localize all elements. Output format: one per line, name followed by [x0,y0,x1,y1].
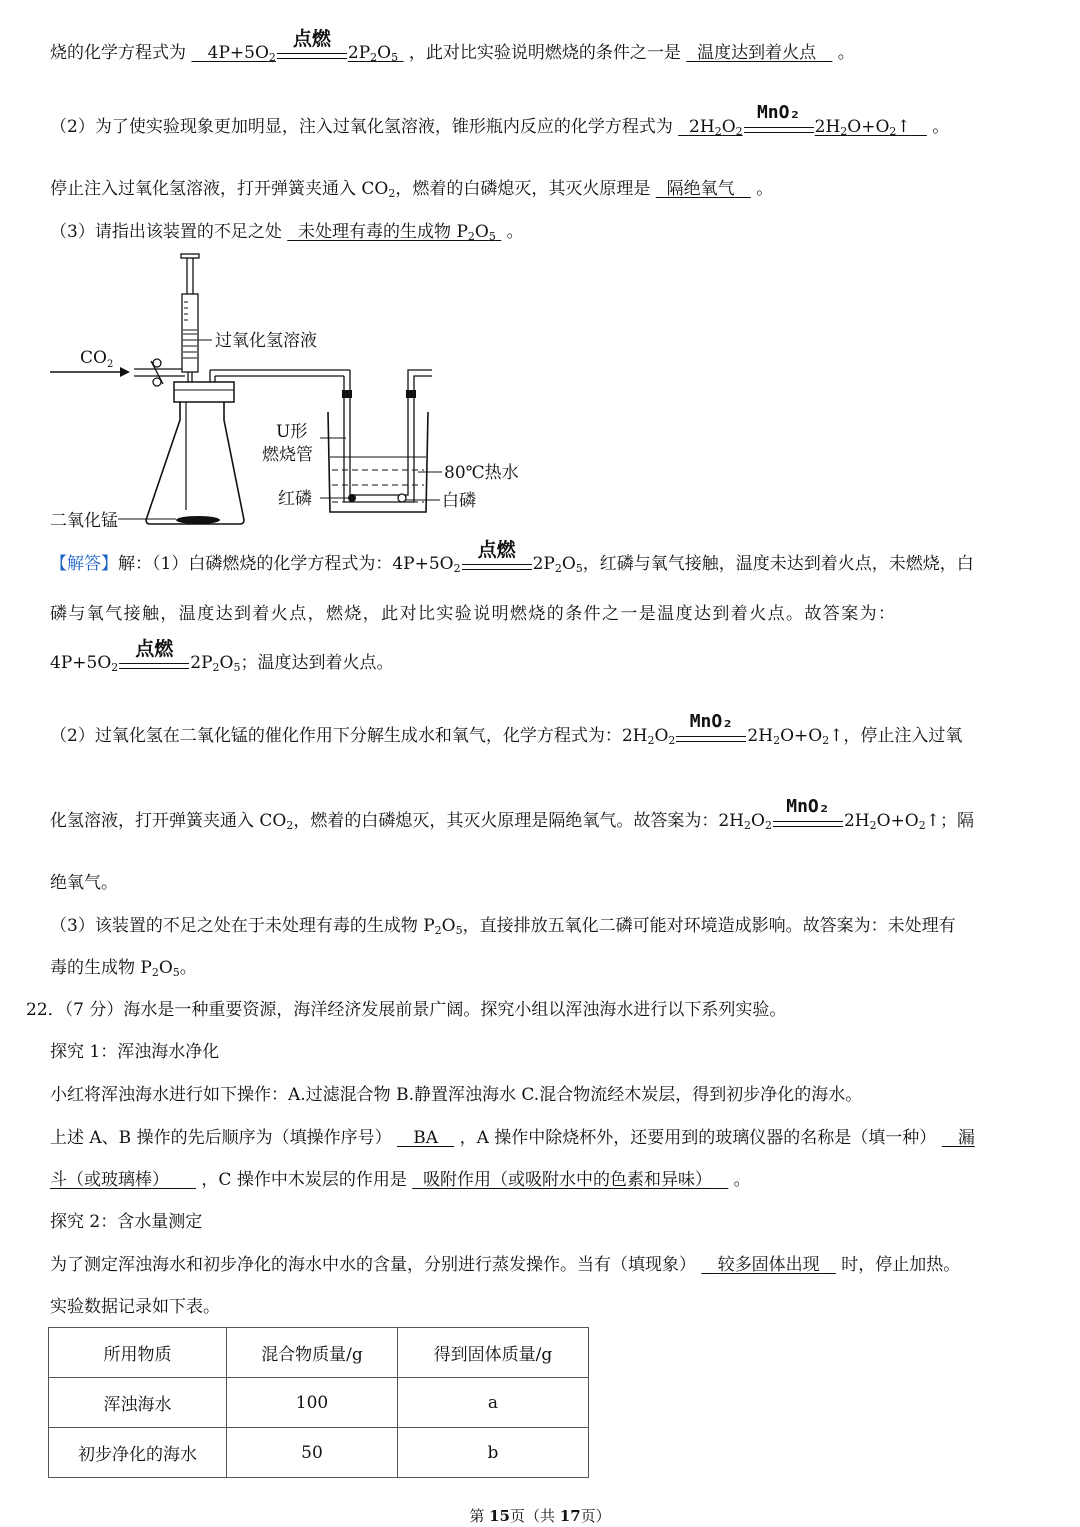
explore-2-text: 为了测定浑浊海水和初步净化的海水中水的含量，分别进行蒸发操作。当有（填现象） 较多固体出现 时，停止加热。 [50,1255,961,1275]
data-table [48,1327,589,1478]
table-header-cell: 混合物质量/g [227,1328,398,1378]
answer-deficiency: 未处理有毒的生成物 $P_2O_5$ [298,222,496,243]
white-phosphorus [398,494,406,502]
table-header-cell: 得到固体质量/g [398,1328,589,1378]
page-footer: 第 15页（共 17页） [469,1507,611,1525]
answer-stop-heating: 较多固体出现 [717,1255,820,1275]
explore-1-heading: 探究 1：浑浊海水净化 [50,1042,220,1062]
table-row [49,1428,589,1478]
solution-line-6: 绝氧气。 [50,873,118,893]
beaker [328,412,428,512]
svg-text:白磷: 白磷 [442,491,476,511]
rubber-stopper [174,382,234,402]
explore-2-table-intro: 实验数据记录如下表。 [50,1297,220,1317]
solution-line-4: （2）过氧化氢在二氧化锰的催化作用下分解生成水和氧气，化学方程式为：$2H_2O_2$ MnO₂ $2H_2O+O_2↑$，停止注入过氧 [50,711,963,747]
table-row [49,1378,589,1428]
line-2: （2）为了使实验现象更加明显，注入过氧化氢溶液，锥形瓶内反应的化学方程式为 $2H_2O_2$ MnO₂ $2H_2O+O_2↑$ 。 [50,102,950,138]
explore-1-text: 小红将浑浊海水进行如下操作：A.过滤混合物 B.静置浑浊海水 C.混合物流经木炭层，得到初步净化的海水。 [50,1085,863,1105]
solution-line-2: 磷与氧气接触，温度达到着火点，燃烧，此对比实验说明燃烧的条件之一是温度达到着火点。故答案为： [50,604,897,624]
answer-glassware-part2: 斗（或玻璃棒） [50,1170,169,1190]
table-cell: 100 [227,1378,398,1428]
line-1: 烧的化学方程式为 $4P+5O_2$ 点燃 $2P_2O_5$ ，此对比实验说明燃烧的条件之一是 温度达到着火点 。 [50,28,855,64]
solution-line-8: 毒的生成物 $P_2O_5$。 [50,958,197,979]
answer-charcoal-role: 吸附作用（或吸附水中的色素和异味） [423,1170,713,1190]
explore-1-question: 上述 A、B 操作的先后顺序为（填操作序号） BA ，A 操作中除烧杯外，还要用到的玻璃仪器的名称是（填一种） 漏 [50,1128,975,1148]
u-tube [344,370,432,502]
answer-glassware-part1: 漏 [957,1128,975,1148]
svg-text:80℃热水: 80℃热水 [444,463,519,483]
red-phosphorus [348,494,356,502]
svg-text:二氧化锰: 二氧化锰 [50,511,118,531]
table-cell: 初步净化的海水 [49,1428,227,1478]
answer-isolate-oxygen: 隔绝氧气 [666,179,735,199]
solution-line-7: （3）该装置的不足之处在于未处理有毒的生成物 $P_2O_5$，直接排放五氧化二磷可能对环境造成影响。故答案为：未处理有 [50,916,956,937]
solution-line-3: $4P+5O_2$ 点燃 $2P_2O_5$；温度达到着火点。 [50,638,394,674]
table-header-row [49,1328,589,1378]
table-cell: b [398,1428,589,1478]
condition-ignite: 点燃 [277,42,347,64]
svg-text:U形: U形 [276,422,308,442]
answer-ignition-temp: 温度达到着火点 [697,43,817,63]
solution-line-5: 化氢溶液，打开弹簧夹通入 $CO_2$，燃着的白磷熄灭，其灭火原理是隔绝氧气。故答案为：$2H_2O_2$ MnO₂ $2H_2O+O_2↑$；隔 [50,796,974,832]
table-cell: a [398,1378,589,1428]
apparatus-diagram [50,250,550,535]
table-cell: 浑浊海水 [49,1378,227,1428]
svg-text:燃烧管: 燃烧管 [262,445,313,465]
conical-flask [146,402,244,524]
table-cell: 50 [227,1428,398,1478]
condition-mno2: MnO₂ [744,116,814,138]
svg-text:过氧化氢溶液: 过氧化氢溶液 [215,331,317,351]
line-4: （3）请指出该装置的不足之处 未处理有毒的生成物 $P_2O_5$ 。 [50,222,524,243]
solution-line-1: 【解答】解：（1）白磷燃烧的化学方程式为：$4P+5O_2$ 点燃 $2P_2O_5$，红磷与氧气接触，温度未达到着火点，未燃烧，白 [50,539,974,575]
answer-order: BA [413,1128,438,1148]
svg-text:红磷: 红磷 [278,489,312,509]
syringe [181,254,317,382]
explore-2-heading: 探究 2：含水量测定 [50,1212,203,1232]
explore-1-question-cont: 斗（或玻璃棒） ，C 操作中木炭层的作用是 吸附作用（或吸附水中的色素和异味） 。 [50,1170,751,1190]
svg-text:CO2: $CO_2$ [80,348,114,370]
mno2-powder [176,516,220,524]
co2-inlet-arrow [50,348,130,377]
line-3: 停止注入过氧化氢溶液，打开弹簧夹通入 $CO_2$，燃着的白磷熄灭，其灭火原理是 隔绝氧气 。 [50,179,774,200]
table-header-cell: 所用物质 [49,1328,227,1378]
question-22-title: 22．（7 分）海水是一种重要资源，海洋经济发展前景广阔。探究小组以浑浊海水进行以下系列实验。 [26,1000,787,1020]
